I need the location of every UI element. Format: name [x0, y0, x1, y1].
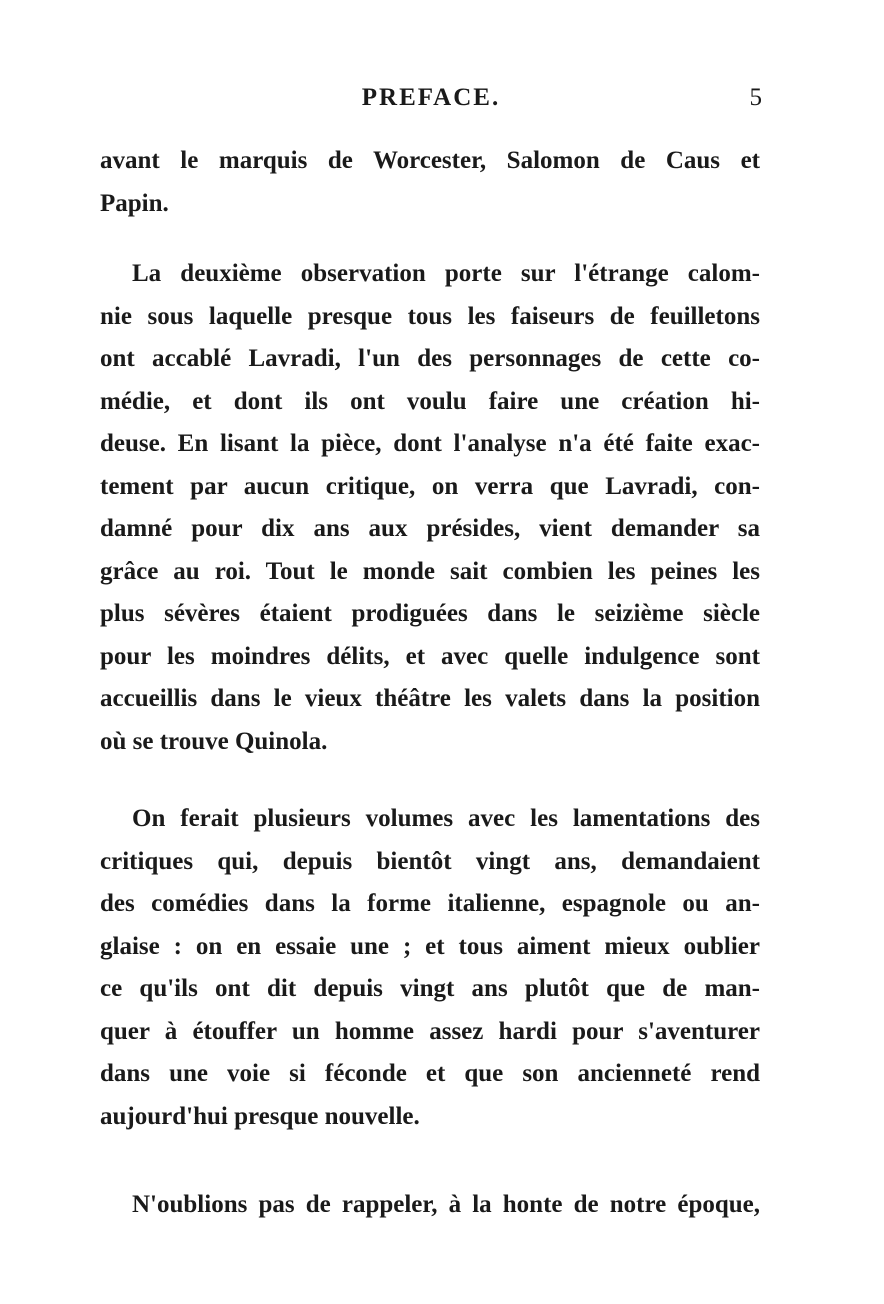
text-line: ont accablé Lavradi, l'un des personnages de cette co-: [100, 345, 760, 372]
text-line: aujourd'hui presque nouvelle.: [100, 1102, 420, 1130]
text-line: accueillis dans le vieux théâtre les valets dans la position: [100, 685, 760, 712]
text-line: glaise : on en essaie une ; et tous aiment mieux oublier: [100, 932, 760, 960]
text-line: deuse. En lisant la pièce, dont l'analyse n'a été faite exac-: [100, 430, 760, 457]
page-number: 5: [749, 84, 762, 111]
text-line: tement par aucun critique, on verra que Lavradi, con-: [100, 472, 760, 500]
text-line: médie, et dont ils ont voulu faire une création hi-: [100, 387, 760, 415]
text-line: grâce au roi. Tout le monde sait combien les peines les: [100, 557, 760, 585]
paragraph-1: [100, 140, 760, 225]
running-title: PREFACE.: [361, 84, 501, 111]
text-line: des comédies dans la forme italienne, espagnole ou an-: [100, 890, 760, 917]
text-line: où se trouve Quinola.: [100, 727, 328, 755]
text-line: critiques qui, depuis bientôt vingt ans, demandaient: [100, 847, 760, 875]
text-line: damné pour dix ans aux présides, vient demander sa: [100, 515, 760, 542]
running-head: [100, 84, 762, 118]
text-line: ce qu'ils ont dit depuis vingt ans plutôt que de man-: [100, 975, 760, 1002]
text-line: La deuxième observation porte sur l'étrange calom-: [132, 260, 760, 287]
paragraph-2: [100, 253, 760, 763]
text-line: N'oublions pas de rappeler, à la honte de notre époque,: [132, 1191, 760, 1218]
text-line: quer à étouffer un homme assez hardi pour s'aventurer: [100, 1017, 760, 1045]
text-line: On ferait plusieurs volumes avec les lamentations des: [132, 805, 760, 832]
paragraph-4: [100, 1184, 760, 1227]
text-line: nie sous laquelle presque tous les faiseurs de feuilletons: [100, 302, 760, 330]
text-line: avant le marquis de Worcester, Salomon de Caus et: [100, 147, 760, 174]
text-line: Papin.: [100, 189, 169, 217]
text-line: pour les moindres délits, et avec quelle indulgence sont: [100, 642, 760, 670]
paragraph-3: [100, 798, 760, 1138]
text-line: dans une voie si féconde et que son ancienneté rend: [100, 1060, 760, 1087]
text-line: plus sévères étaient prodiguées dans le seizième siècle: [100, 600, 760, 627]
